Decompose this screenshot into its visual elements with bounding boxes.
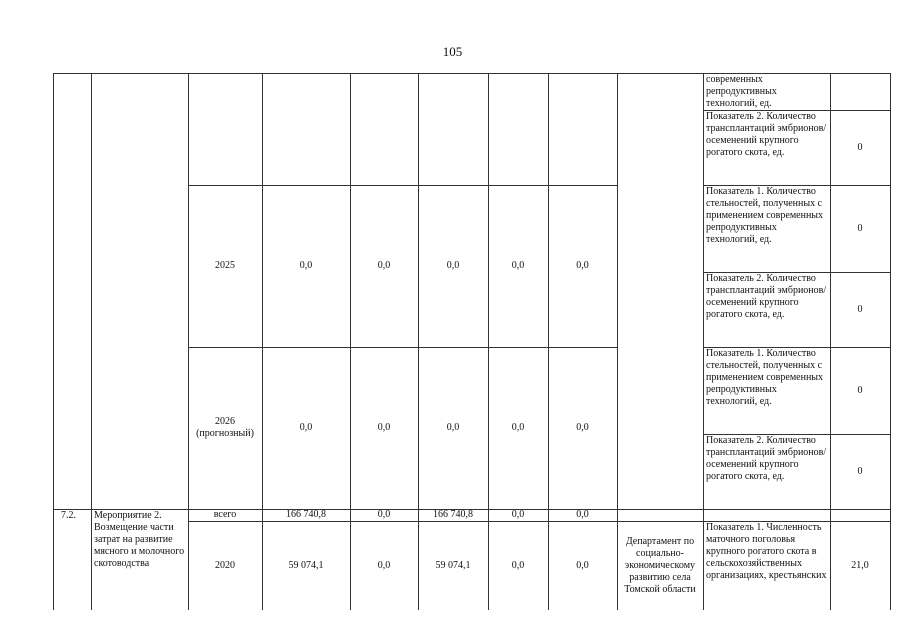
value-cell: 0,0 xyxy=(377,509,391,520)
value-cell: 0,0 xyxy=(299,422,313,433)
value-cell: 0,0 xyxy=(511,422,525,433)
value-cell: 59 074,1 xyxy=(288,559,324,571)
indicator-2-top: Показатель 2. Количество трансплантаций эмбрионов/осеменений крупного рогатого скота, ед. xyxy=(706,111,827,158)
indicator-value: 21,0 xyxy=(851,559,869,571)
value-cell: 0,0 xyxy=(511,509,525,520)
indicator-value: 0 xyxy=(857,465,863,477)
indicator-value: 0 xyxy=(857,384,863,396)
year-cell: 2026 (прогнозный) xyxy=(196,416,254,439)
value-cell: 0,0 xyxy=(576,422,589,433)
value-cell: 0,0 xyxy=(511,260,525,271)
year-cell: всего xyxy=(213,509,237,520)
value-cell: 0,0 xyxy=(576,509,589,520)
value-cell: 0,0 xyxy=(446,260,460,271)
year-cell: 2020 xyxy=(215,559,235,571)
value-cell: 166 740,8 xyxy=(433,509,473,520)
year-cell: 2025 xyxy=(215,260,235,271)
indicator-cell: Показатель 1. Численность маточного поголовья крупного рогатого скота в сельскохозяйственных организациях, крестьянских xyxy=(706,522,827,581)
value-cell: 166 740,8 xyxy=(286,509,326,520)
indicator-1: Показатель 1. Количество стельностей, полученных с применением современных репродуктивных технологий, ед. xyxy=(706,348,824,407)
indicator-1: Показатель 1. Количество стельностей, полученных с применением современных репродуктивных технологий, ед. xyxy=(706,186,824,245)
page-number: 105 xyxy=(442,44,463,59)
value-cell: 0,0 xyxy=(446,422,460,433)
measure-number: 7.2. xyxy=(61,510,76,521)
value-cell: 0,0 xyxy=(377,559,391,571)
indicator-continued: современных репродуктивных технологий, ед. xyxy=(706,74,777,109)
value-cell: 0,0 xyxy=(511,559,525,571)
value-cell: 59 074,1 xyxy=(435,559,471,571)
value-cell: 0,0 xyxy=(377,422,391,433)
value-cell: 0,0 xyxy=(576,559,589,571)
value-cell: 0,0 xyxy=(377,260,391,271)
indicator-2: Показатель 2. Количество трансплантаций эмбрионов/осеменений крупного рогатого скота, ед. xyxy=(706,273,827,320)
indicator-2: Показатель 2. Количество трансплантаций эмбрионов/осеменений крупного рогатого скота, ед. xyxy=(706,435,827,482)
value-cell: 0,0 xyxy=(576,260,589,271)
measure-name: Мероприятие 2. Возмещение части затрат на развитие мясного и молочного скотоводства xyxy=(94,510,185,569)
indicator-value: 0 xyxy=(857,303,863,315)
indicator-value: 0 xyxy=(857,222,863,234)
indicator-value: 0 xyxy=(857,141,863,153)
value-cell: 0,0 xyxy=(299,260,313,271)
executor-cell: Департамент по социально-экономическому развитию села Томской области xyxy=(624,535,696,595)
